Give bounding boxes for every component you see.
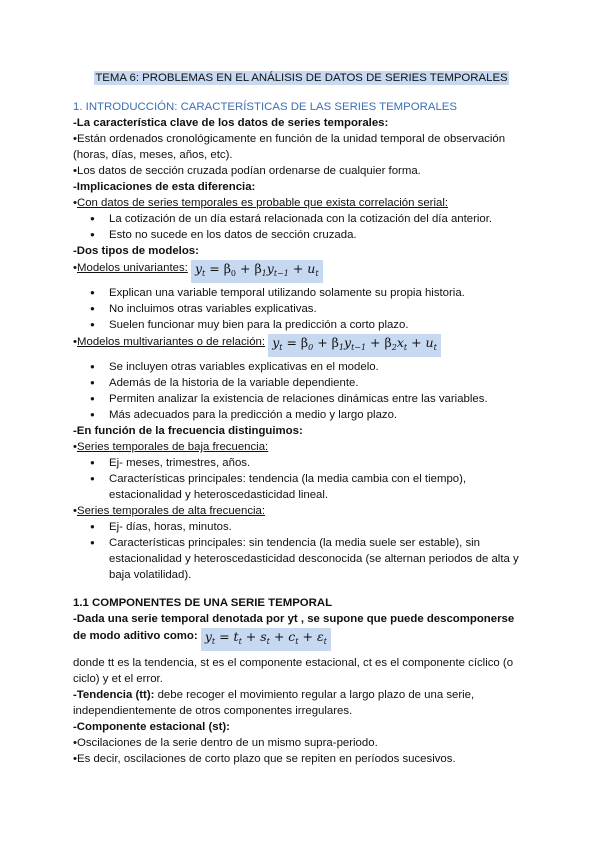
high-frequency-list [73,519,530,583]
multivariate-models-line: •Modelos multivariantes o de relación: $y_t = \beta_0 + \beta_1y_{t-1} + \beta_2x_t + u_t$ [73,334,530,357]
model-types-heading: -Dos tipos de modelos: [73,245,199,257]
list-item: ● La cotización de un día estará relacionada con la cotización del día anterior. [109,211,530,227]
text-line: •Oscilaciones de la serie dentro de un mismo supra-periodo. [73,737,378,749]
low-frequency-list [73,455,530,503]
implications-list [73,211,530,243]
low-frequency-line: •Series temporales de baja frecuencia: [73,441,269,453]
list-item: ● Esto no sucede en los datos de sección cruzada. [109,227,530,243]
list-item: ● Más adecuados para la predicción a medio y largo plazo. [109,407,530,423]
list-item: ● No incluimos otras variables explicativas. [109,301,530,317]
univariate-list [73,285,530,333]
decomposition-intro-line2: de modo aditivo como: $y_t = t_t + s_t + c_t + \varepsilon_t$ [73,628,530,651]
text-line: •Los datos de sección cruzada podían ordenarse de cualquier forma. [73,165,421,177]
text-line: (horas, días, meses, años, etc). [73,149,233,161]
serial-correlation-line: •Con datos de series temporales es probable que exista correlación serial: [73,197,449,209]
text-line: •Están ordenados cronológicamente en función de la unidad temporal de observación [73,133,506,145]
list-item: ● Suelen funcionar muy bien para la predicción a corto plazo. [109,317,530,333]
multivariate-list [73,359,530,423]
list-item: ● Características principales: sin tendencia (la media suele ser estable), sin estacionalidad y heteroscedasticidad desconocida (se alternan periodos de alta y baja volatilidad). [109,535,530,583]
univariate-models-line: •Modelos univariantes: $y_t = \beta_0 + \beta_1y_{t-1} + u_t$ [73,260,530,283]
decomposition-intro: -Dada una serie temporal denotada por yt , se supone que puede descomponerse [73,613,515,625]
list-item: ● Ej- días, horas, minutos. [109,519,530,535]
implications-heading: -Implicaciones de esta diferencia: [73,181,256,193]
key-characteristic-heading: -La característica clave de los datos de series temporales: [73,117,389,129]
list-item: ● Explican una variable temporal utilizando solamente su propia historia. [109,285,530,301]
list-item: ● Se incluyen otras variables explicativas en el modelo. [109,359,530,375]
univariate-equation: $y_t = \beta_0 + \beta_1y_{t-1} + u_t$ [191,260,323,283]
section-heading-introduccion: 1. INTRODUCCIÓN: CARACTERÍSTICAS DE LAS SERIES TEMPORALES [73,101,457,113]
section-spacer [73,583,530,595]
document-title: TEMA 6: PROBLEMAS EN EL ANÁLISIS DE DATOS DE SERIES TEMPORALES [95,72,508,84]
trend-line: -Tendencia (tt): debe recoger el movimiento regular a largo plazo de una serie, [73,689,475,701]
decomposition-equation: $y_t = t_t + s_t + c_t + \varepsilon_t$ [201,628,331,651]
text-line: •Es decir, oscilaciones de corto plazo que se repiten en períodos sucesivos. [73,753,456,765]
text-line: ciclo) y et el error. [73,673,163,685]
list-item: ● Ej- meses, trimestres, años. [109,455,530,471]
multivariate-equation: $y_t = \beta_0 + \beta_1y_{t-1} + \beta_2x_t + u_t$ [268,334,441,357]
high-frequency-line: •Series temporales de alta frecuencia: [73,505,266,517]
frequency-heading: -En función de la frecuencia distinguimos: [73,425,303,437]
list-item: ● Características principales: tendencia (la media cambia con el tiempo), estacionalidad y heteroscedasticidad lineal. [109,471,530,503]
list-item: ● Permiten analizar la existencia de relaciones dinámicas entre las variables. [109,391,530,407]
seasonal-heading: -Componente estacional (st): [73,721,230,733]
list-item: ● Además de la historia de la variable dependiente. [109,375,530,391]
text-line: independientemente de otros componentes irregulares. [73,705,353,717]
text-line: donde tt es la tendencia, st es el componente estacional, ct es el componente cíclico (o [73,657,514,669]
section-heading-componentes: 1.1 COMPONENTES DE UNA SERIE TEMPORAL [73,597,333,609]
